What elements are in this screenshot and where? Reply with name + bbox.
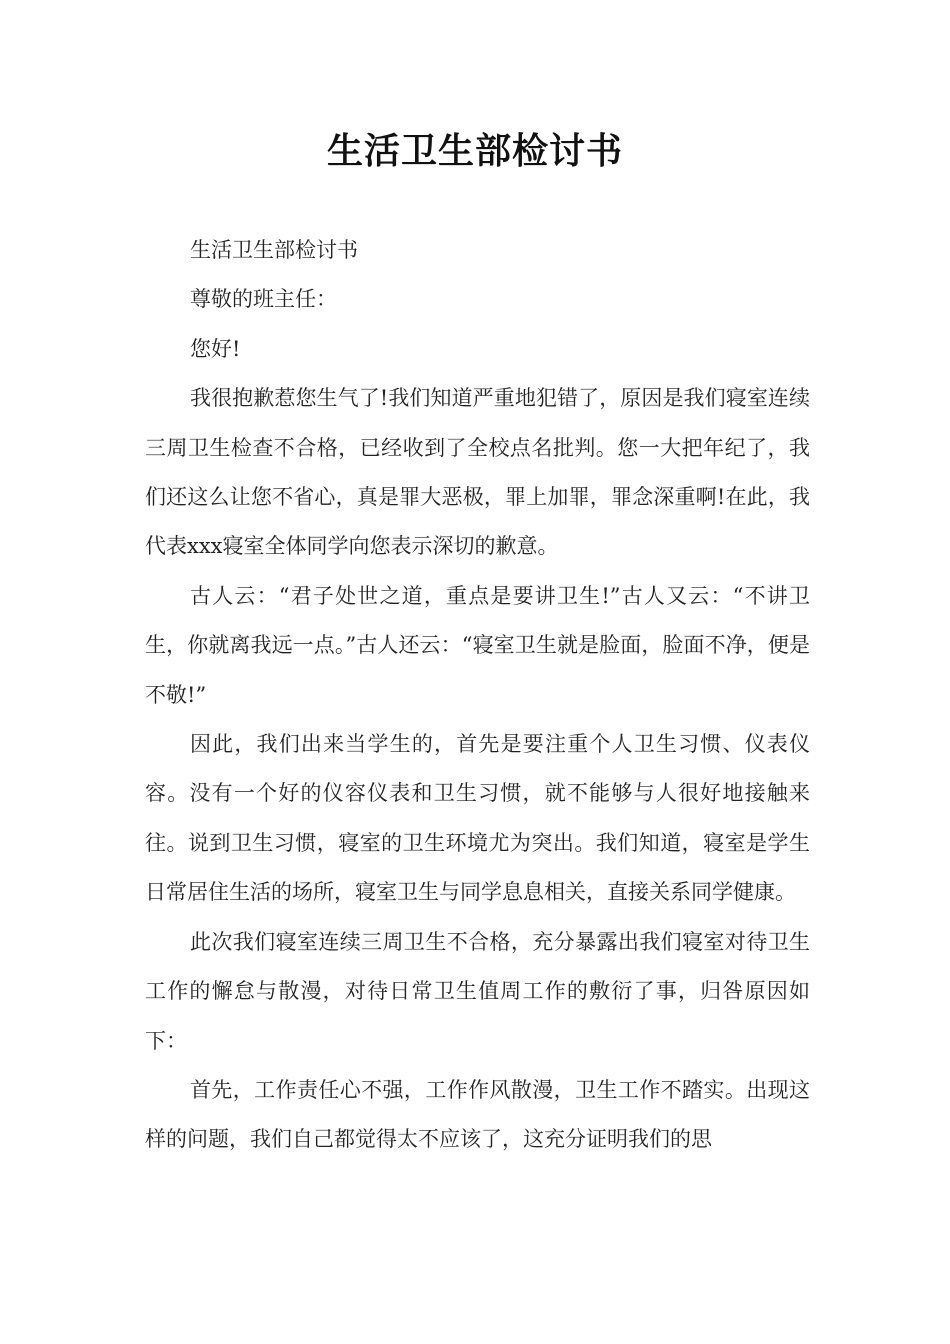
paragraph-hygiene-habits: 因此，我们出来当学生的，首先是要注重个人卫生习惯、仪表仪容。没有一个好的仪容仪表和卫生习惯，就不能够与人很好地接触来往。说到卫生习惯，寝室的卫生环境尤为突出。我们知道，寝室是学生日常居住生活的场所，寝室卫生与同学息息相关，直接关系同学健康。 xyxy=(145,732,810,905)
paragraph-first-reason: 首先，工作责任心不强，工作作风散漫，卫生工作不踏实。出现这样的问题，我们自己都觉得太不应该了，这充分证明我们的思 xyxy=(145,1077,810,1152)
paragraph-apology: 我很抱歉惹您生气了!我们知道严重地犯错了，原因是我们寝室连续三周卫生检查不合格，已经收到了全校点名批判。您一大把年纪了，我们还这么让您不省心，真是罪大恶极，罪上加罪，罪念深重啊!在此，我代表xxx寝室全体同学向您表示深切的歉意。 xyxy=(145,386,810,559)
paragraph-heading: 生活卫生部检讨书 xyxy=(190,238,358,262)
paragraph-reasons-intro: 此次我们寝室连续三周卫生不合格，充分暴露出我们寝室对待卫生工作的懈怠与散漫，对待日常卫生值周工作的敷衍了事，归咎原因如下： xyxy=(145,929,810,1053)
document-title: 生活卫生部检讨书 xyxy=(326,131,623,172)
document-body xyxy=(145,226,810,1165)
paragraph-salutation: 尊敬的班主任： xyxy=(190,287,337,312)
paragraph-quotes: 古人云：“君子处世之道，重点是要讲卫生!”古人又云：“不讲卫生，你就离我远一点。”古人还云：“寝室卫生就是脸面，脸面不净，便是不敬!” xyxy=(145,583,810,707)
paragraph-greeting: 您好! xyxy=(190,336,241,361)
